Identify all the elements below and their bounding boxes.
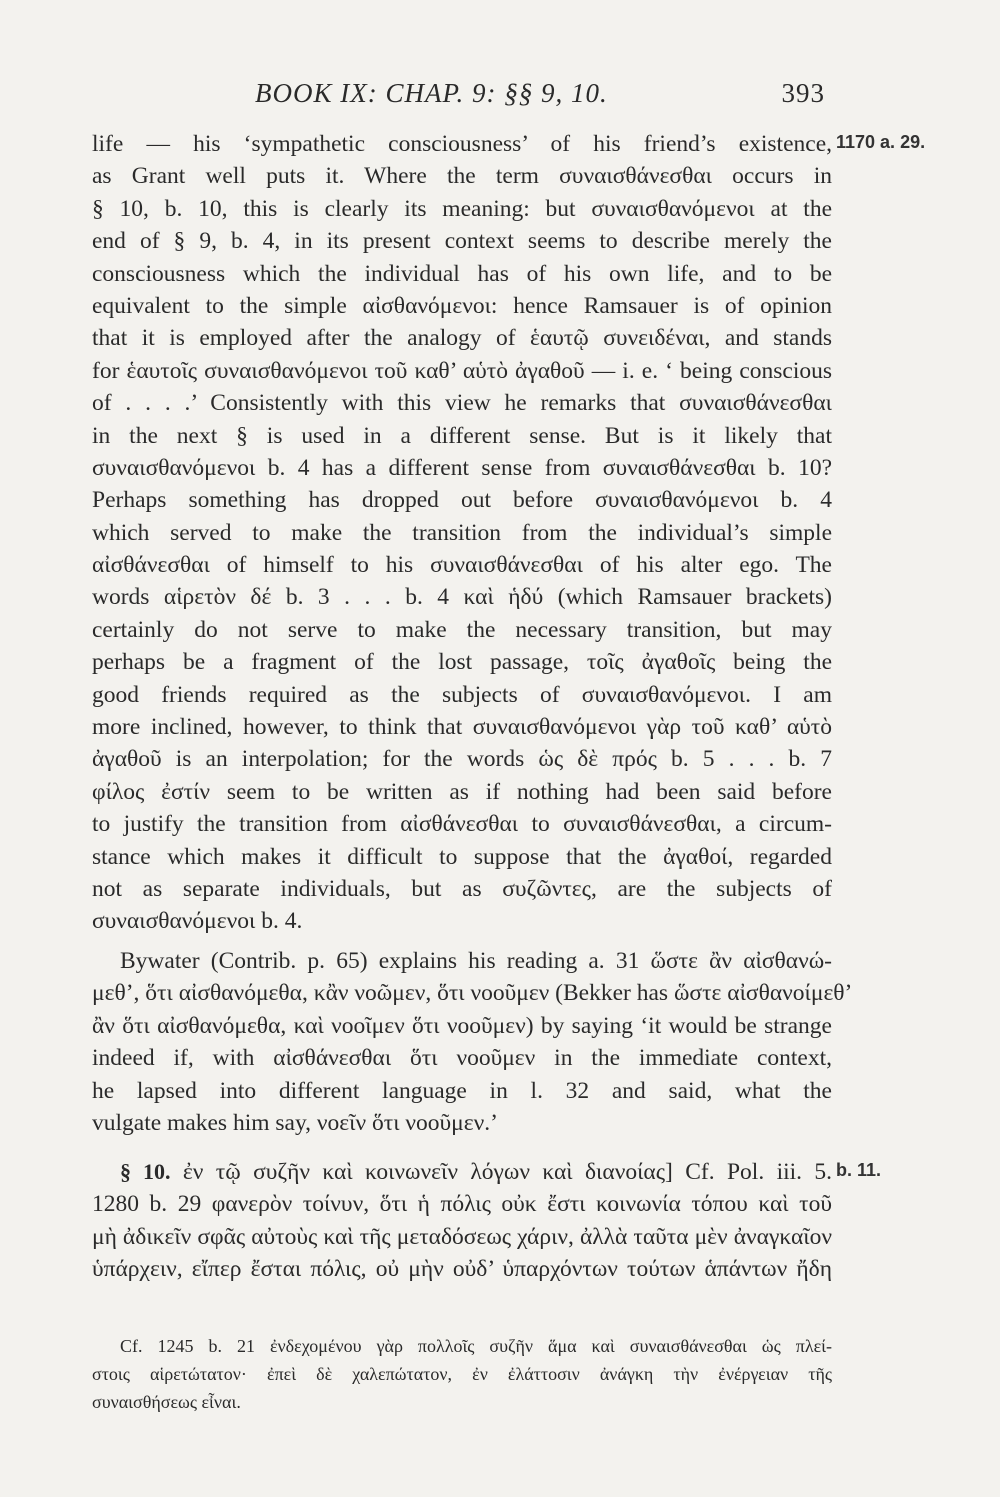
lemma-text: ἐν τῷ συζῆν καὶ κοινωνεῖν λόγων καὶ διανοίας] Cf. Pol. iii. 5. [182, 1159, 833, 1185]
text-line: that it is employed after the analogy of ἑαυτῷ συνειδέναι, and stands [92, 325, 832, 352]
footnote [92, 1332, 832, 1416]
footnote-line: στοις αἱρετώτατον· ἐπεὶ δὲ χαλεπώτατον, ἐν ἐλάττοσιν ἀνάγκη τὴν ἐνέργειαν τῆς [92, 1364, 832, 1384]
text-line: which served to make the transition from the individual’s simple [92, 519, 832, 546]
text-line: stance which makes it difficult to suppose that the ἀγαθοί, regarded [92, 843, 832, 870]
text-line: more inclined, however, to think that συναισθανόμενοι γὰρ τοῦ καθ’ αὑτὸ [92, 714, 832, 741]
text-line: Bywater (Contrib. p. 65) explains his reading a. 31 ὥστε ἂν αἰσθανώ- [120, 948, 832, 974]
text-line: Perhaps something has dropped out before συναισθανόμενοι b. 4 [92, 487, 832, 514]
text-line: he lapsed into different language in l. 32 and said, what the [92, 1077, 832, 1104]
text-line: συναισθανόμενοι b. 4. [92, 908, 303, 935]
text-line: as Grant well puts it. Where the term συναισθάνεσθαι occurs in [92, 163, 832, 190]
running-header [255, 78, 825, 109]
text-line: ἀγαθοῦ is an interpolation; for the words ὡς δὲ πρός b. 5 . . . b. 7 [92, 746, 832, 773]
page-number: 393 [781, 78, 825, 108]
text-line: of . . . .’ Consistently with this view he remarks that συναισθάνεσθαι [92, 390, 832, 417]
section-10-commentary [92, 1156, 832, 1286]
text-line [92, 1156, 832, 1188]
text-line: ὑπάρχειν, εἴπερ ἔσται πόλις, οὐ μὴν οὐδ’ ὑπαρχόντων τούτων ἁπάντων ἤδη [92, 1256, 832, 1283]
text-line: ἂν ὅτι αἰσθανόμεθα, καὶ νοοῖμεν ὅτι νοοῦμεν) by saying ‘it would be strange [92, 1012, 832, 1039]
text-line: indeed if, with αἰσθάνεσθαι ὅτι νοοῦμεν in the immediate context, [92, 1045, 832, 1072]
text-line: to justify the transition from αἰσθάνεσθαι to συναισθάνεσθαι, a circum- [92, 811, 832, 838]
text-line: consciousness which the individual has of his own life, and to be [92, 260, 832, 287]
margin-note-ref: b. 11. [836, 1160, 882, 1180]
running-title: BOOK IX: CHAP. 9: §§ 9, 10. [255, 78, 608, 108]
text-line: end of § 9, b. 4, in its present context seems to describe merely the [92, 228, 832, 255]
footnote-line: Cf. 1245 b. 21 ἐνδεχομένου γὰρ πολλοῖς συζῆν ἅμα καὶ συναισθάνεσθαι ὡς πλεί- [120, 1336, 832, 1356]
margin-note-ref: 1170 a. 29. [836, 132, 926, 152]
text-line: 1280 b. 29 φανερὸν τοίνυν, ὅτι ἡ πόλις οὐκ ἔστι κοινωνία τόπου καὶ τοῦ [92, 1191, 832, 1218]
text-line: § 10, b. 10, this is clearly its meaning: but συναισθανόμενοι at the [92, 195, 832, 222]
text-line: words αἱρετὸν δέ b. 3 . . . b. 4 καὶ ἡδύ (which Ramsauer brackets) [92, 584, 832, 611]
section-label: § 10. [120, 1159, 171, 1184]
text-line: not as separate individuals, but as συζῶντες, are the subjects of [92, 875, 832, 902]
text-line: good friends required as the subjects of συναισθανόμενοι. I am [92, 681, 832, 708]
commentary-paragraph-1 [92, 128, 832, 938]
text-line: certainly do not serve to make the necessary transition, but may [92, 616, 832, 643]
text-line: equivalent to the simple αἰσθανόμενοι: hence Ramsauer is of opinion [92, 292, 832, 319]
text-line: in the next § is used in a different sense. But is it likely that [92, 422, 832, 449]
text-line: μὴ ἀδικεῖν σφᾶς αὐτοὺς καὶ τῆς μεταδόσεως χάριν, ἀλλὰ ταῦτα μὲν ἀναγκαῖον [92, 1223, 832, 1250]
commentary-paragraph-2 [92, 945, 853, 1139]
text-line: μεθ’, ὅτι αἰσθανόμεθα, κἂν νοῶμεν, ὅτι νοοῦμεν (Bekker has ὥστε αἰσθανοίμεθ’ [92, 980, 853, 1007]
text-line: συναισθανόμενοι b. 4 has a different sense from συναισθάνεσθαι b. 10? [92, 454, 832, 481]
text-line: life — his ‘sympathetic consciousness’ of his friend’s existence, [92, 131, 832, 157]
text-line: φίλος ἐστίν seem to be written as if nothing had been said before [92, 778, 832, 805]
text-line: vulgate makes him say, νοεῖν ὅτι νοοῦμεν.’ [92, 1109, 498, 1136]
text-line: perhaps be a fragment of the lost passage, τοῖς ἀγαθοῖς being the [92, 649, 832, 676]
footnote-line: συναισθήσεως εἶναι. [92, 1392, 241, 1412]
text-line: αἰσθάνεσθαι of himself to his συναισθάνεσθαι of his alter ego. The [92, 552, 832, 579]
text-line: for ἑαυτοῖς συναισθανόμενοι τοῦ καθ’ αὑτὸ ἀγαθοῦ — i. e. ‘ being conscious [92, 357, 832, 384]
